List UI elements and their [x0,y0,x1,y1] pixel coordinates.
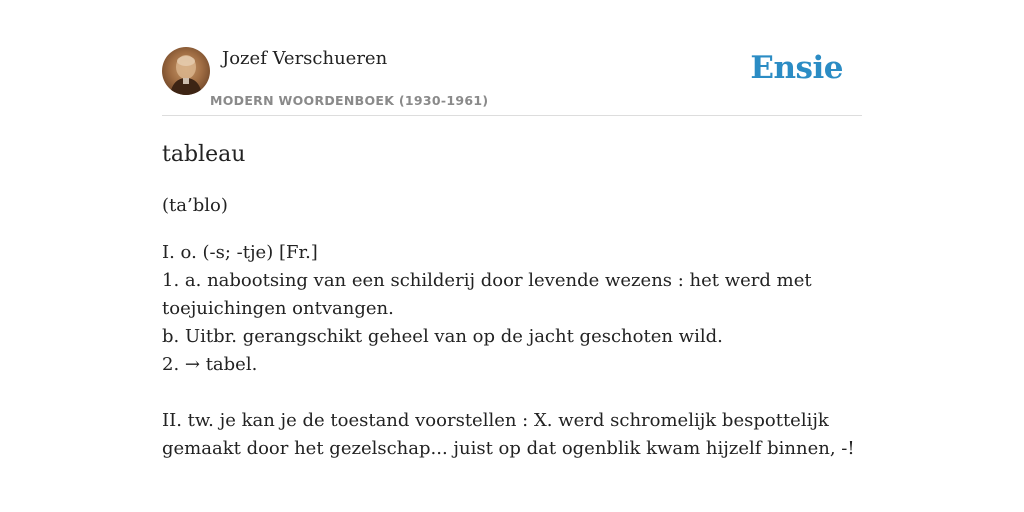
definition-line: 2. → tabel. [162,354,258,375]
entry-card [162,44,862,459]
definition-line: gemaakt door het gezelschap... juist op dat ogenblik kwam hijzelf binnen, -! [162,438,855,459]
page-title: tableau [162,142,246,167]
definition-line: b. Uitbr. gerangschikt geheel van op de jacht geschoten wild. [162,326,723,347]
author-name[interactable]: Jozef Verschueren [222,48,388,69]
definition-line: I. o. (-s; -tje) [Fr.] [162,242,318,263]
author-avatar[interactable] [162,47,210,95]
entry-header [162,44,862,116]
ensie-logo[interactable]: Ensie [750,50,843,86]
pronunciation: (ta’blo) [162,195,228,216]
definition-line: toejuichingen ontvangen. [162,298,394,319]
source-title[interactable]: MODERN WOORDENBOEK (1930-1961) [210,93,489,108]
definition-body [162,239,862,463]
definition-spacer [162,379,862,407]
definition-line: 1. a. nabootsing van een schilderij door levende wezens : het werd met [162,270,812,291]
person-portrait-icon [162,47,210,95]
definition-line: II. tw. je kan je de toestand voorstellen : X. werd schromelijk bespottelijk [162,410,829,431]
